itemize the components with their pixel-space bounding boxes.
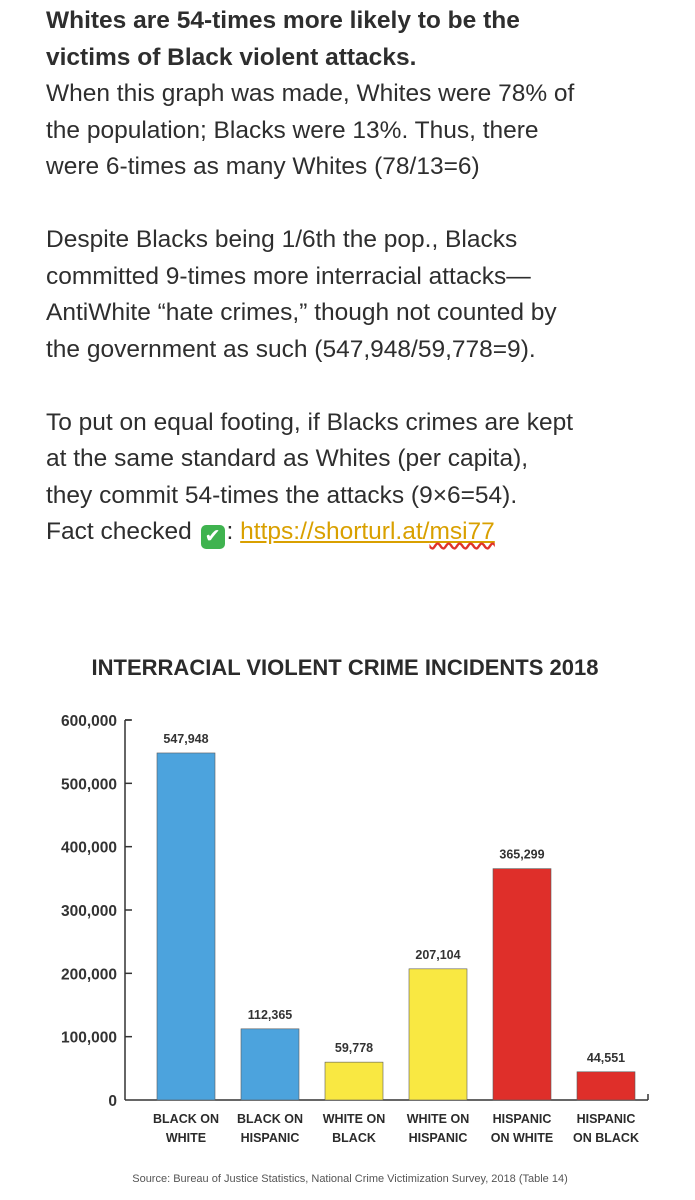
source-link[interactable] [240,518,495,545]
x-category-label: BLACK [332,1131,376,1145]
y-tick-label: 600,000 [60,713,117,730]
chart-title: INTERRACIAL VIOLENT CRIME INCIDENTS 2018 [91,655,599,680]
chart-source: Source: Bureau of Justice Statistics, National Crime Victimization Survey, 2018 (Table 14) [132,1173,568,1185]
bar-value-label: 547,948 [163,731,209,746]
chart-image [34,645,650,1195]
y-tick-label: 300,000 [60,903,117,920]
paragraph-1-line: the population; Blacks were 13%. Thus, there [46,116,539,144]
paragraph-2-line: AntiWhite “hate crimes,” though not counted by [46,299,557,326]
paragraph-2-line: Despite Blacks being 1/6th the pop., Blacks [46,226,518,253]
bar-value-label: 44,551 [586,1050,626,1065]
headline-line-1: Whites are 54-times more likely to be the [46,7,520,34]
fact-check-label: Fact checked [46,518,192,545]
paragraph-1-line: When this graph was made, Whites were 78% of [46,80,575,107]
x-category-label: ON WHITE [490,1131,554,1145]
x-category-label: WHITE ON [406,1112,470,1126]
headline-line-2: victims of Black violent attacks. [46,43,417,71]
bar-chart [34,645,650,1195]
note-body [46,0,686,551]
check-mark-icon: ✔ [201,525,225,549]
x-category-label: WHITE [165,1131,207,1145]
paragraph-2-line: the government as such (547,948/59,778=9). [46,335,536,363]
paragraph-2-line: committed 9-times more interracial attacks— [46,262,531,290]
fact-check-line [46,514,686,551]
paragraph-3-line: To put on equal footing, if Blacks crimes are kept [46,408,574,436]
bar-value-label: 112,365 [247,1007,293,1022]
bar-value-label: 365,299 [499,847,545,862]
y-tick-label: 400,000 [60,839,117,857]
source-link-tail: msi77 [429,518,495,545]
bar-value-label: 59,778 [334,1041,374,1056]
fact-check-colon: : [226,518,234,545]
bar [325,1062,383,1100]
x-category-label: BLACK ON [153,1112,219,1126]
y-tick-label: 200,000 [60,966,117,984]
x-category-label: ON BLACK [573,1131,639,1145]
bar [577,1072,635,1100]
x-category-label: BLACK ON [237,1112,303,1126]
bar [241,1029,299,1100]
source-link-main: https://shorturl.at/ [240,518,430,545]
bar [157,753,215,1100]
paragraph-3-line: at the same standard as Whites (per capita), [46,445,529,472]
x-category-label: HISPANIC [576,1112,636,1126]
x-category-label: WHITE ON [322,1112,386,1126]
paragraph-3-line: they commit 54-times the attacks (9×6=54). [46,481,518,509]
y-tick-label: 0 [108,1093,117,1110]
x-category-label: HISPANIC [240,1131,300,1145]
x-category-label: HISPANIC [492,1112,552,1126]
paragraph-1-line: were 6-times as many Whites (78/13=6) [46,153,480,180]
y-tick-label: 100,000 [60,1029,117,1047]
x-category-label: HISPANIC [408,1131,468,1145]
bar [493,869,551,1100]
y-tick-label: 500,000 [60,776,117,794]
bar [409,969,467,1100]
bar-value-label: 207,104 [415,947,461,962]
